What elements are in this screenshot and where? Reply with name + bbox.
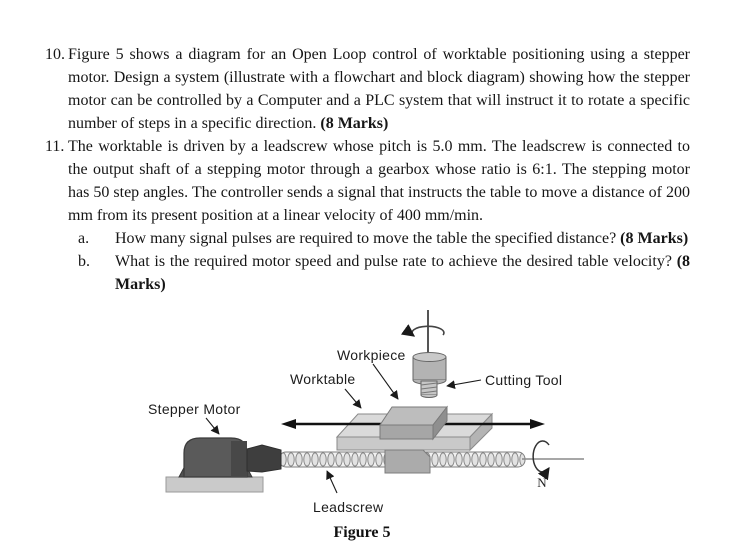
label-arrow-cutting-tool	[447, 380, 481, 386]
question-10-number: 10.	[45, 46, 65, 63]
label-workpiece: Workpiece	[337, 347, 406, 363]
workpiece-front-face	[380, 425, 433, 439]
motor-base	[166, 477, 263, 492]
label-worktable: Worktable	[290, 371, 356, 387]
question-11-item-a	[78, 227, 690, 250]
cutting-tool-shape	[412, 310, 446, 398]
label-stepper-motor: Stepper Motor	[148, 401, 241, 417]
rotation-n-label: N	[537, 475, 547, 490]
stepper-motor-shape	[166, 438, 281, 492]
figure-caption: Figure 5	[333, 524, 391, 541]
item-b-text: What is the required motor speed and pulse rate to achieve the desired table velocity?	[115, 253, 672, 270]
item-b-label: b.	[78, 253, 90, 270]
nut-block	[385, 450, 430, 473]
label-arrow-workpiece	[373, 364, 398, 399]
item-a-label: a.	[78, 230, 90, 247]
question-10-text: Figure 5 shows a diagram for an Open Loop control of worktable positioning using a stepper motor. Design a system (illustrate with a flowchart and block diagram) showing how the stepper motor can be controlled by a Computer and a PLC system that will instruct it to rotate a specific number of steps in a specific direction.	[68, 46, 690, 132]
question-10	[45, 43, 690, 135]
leadscrew-rotation-arrow	[533, 441, 549, 472]
label-arrow-stepper-motor	[206, 418, 219, 434]
workpiece-shape	[380, 407, 447, 439]
label-cutting-tool: Cutting Tool	[485, 372, 563, 388]
tool-bit-tip	[421, 395, 437, 398]
motor-coupling	[247, 445, 281, 472]
item-a-text: How many signal pulses are required to move the table the specified distance?	[115, 230, 617, 247]
item-a-marks: (8 Marks)	[620, 230, 689, 247]
item-b-marks: (8 Marks)	[115, 253, 691, 293]
question-11-number: 11.	[45, 138, 65, 155]
figure-5-diagram	[130, 295, 600, 545]
question-10-marks: (8 Marks)	[320, 115, 389, 132]
label-arrow-worktable	[345, 389, 361, 408]
label-arrow-leadscrew	[327, 471, 337, 493]
label-leadscrew: Leadscrew	[313, 499, 384, 515]
question-11-text: The worktable is driven by a leadscrew whose pitch is 5.0 mm. The leadscrew is connected to the output shaft of a stepping motor through a gearbox whose ratio is 6:1. The stepping motor has 50 step angles. The controller sends a signal that instructs the table to move a distance of 200 mm from its present position at a linear velocity of 400 mm/min.	[68, 138, 690, 224]
motor-end-cap	[231, 441, 247, 477]
tool-holder-top	[413, 353, 446, 362]
question-11	[45, 135, 690, 227]
question-11-item-b	[78, 250, 690, 296]
